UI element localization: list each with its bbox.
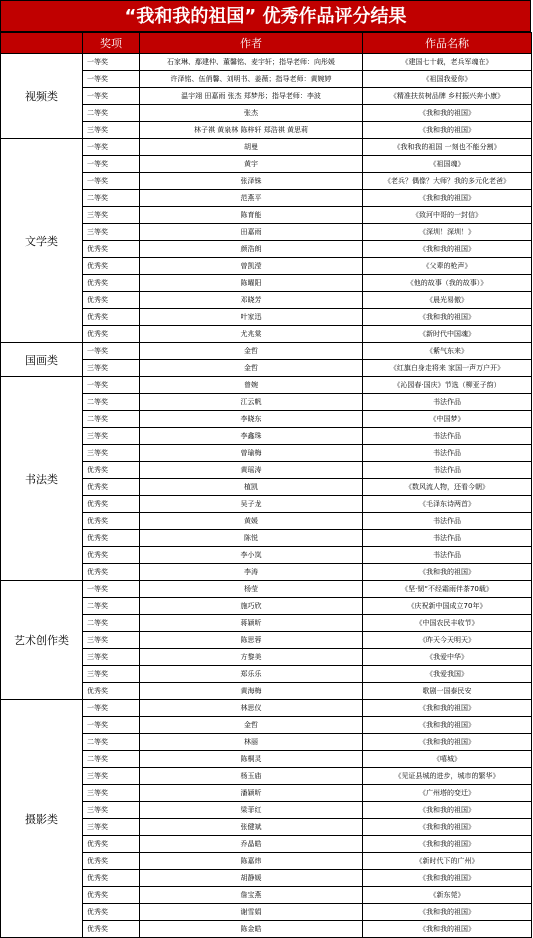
author-cell: 杨莹 [140, 581, 363, 598]
author-cell: 植凯 [140, 479, 363, 496]
work-cell: 《我和我的祖国》 [363, 836, 532, 853]
award-cell: 三等奖 [83, 224, 140, 241]
award-cell: 三等奖 [83, 785, 140, 802]
author-cell: 潘颖昕 [140, 785, 363, 802]
author-cell: 陈嘉炜 [140, 853, 363, 870]
work-cell: 《我和我的祖国》 [363, 700, 532, 717]
work-cell: 书法作品 [363, 394, 532, 411]
award-cell: 优秀奖 [83, 292, 140, 309]
award-cell: 优秀奖 [83, 496, 140, 513]
award-cell: 优秀奖 [83, 564, 140, 581]
work-cell: 《我和我的祖国》 [363, 309, 532, 326]
author-cell: 谢雪娟 [140, 904, 363, 921]
author-cell: 陈桐灵 [140, 751, 363, 768]
work-cell: 《老兵？偶像？大师？我的多元化老爸》 [363, 173, 532, 190]
award-cell: 二等奖 [83, 751, 140, 768]
award-cell: 二等奖 [83, 190, 140, 207]
work-cell: 《我和我的祖国》 [363, 904, 532, 921]
award-cell: 三等奖 [83, 632, 140, 649]
author-cell: 田嘉雨 [140, 224, 363, 241]
award-cell: 一等奖 [83, 343, 140, 360]
work-cell: 书法作品 [363, 530, 532, 547]
results-table [0, 32, 532, 938]
work-cell: 《新东莞》 [363, 887, 532, 904]
author-cell: 金哲 [140, 360, 363, 377]
author-cell: 陈悦 [140, 530, 363, 547]
award-cell: 二等奖 [83, 394, 140, 411]
award-cell: 三等奖 [83, 428, 140, 445]
award-cell: 优秀奖 [83, 258, 140, 275]
work-cell: 《新时代下的广州》 [363, 853, 532, 870]
author-cell: 张杰 [140, 105, 363, 122]
author-cell: 詹宝燕 [140, 887, 363, 904]
header-category [1, 33, 83, 54]
author-cell: 陈思蓉 [140, 632, 363, 649]
author-cell: 黄海梅 [140, 683, 363, 700]
author-cell: 温宇翊 田嘉雨 张杰 郑梦彤；指导老师：李波 [140, 88, 363, 105]
work-cell: 《沁园春·国庆》节选（柳亚子韵） [363, 377, 532, 394]
author-cell: 张健斌 [140, 819, 363, 836]
work-cell: 《致河中哥的一封信》 [363, 207, 532, 224]
award-cell: 二等奖 [83, 615, 140, 632]
work-cell: 《新时代中国魂》 [363, 326, 532, 343]
award-cell: 三等奖 [83, 122, 140, 139]
work-cell: 书法作品 [363, 547, 532, 564]
author-cell: 林丽 [140, 734, 363, 751]
author-cell: 蒋颖昕 [140, 615, 363, 632]
award-cell: 一等奖 [83, 71, 140, 88]
work-cell: 书法作品 [363, 462, 532, 479]
author-cell: 叶家迅 [140, 309, 363, 326]
author-cell: 胡静媛 [140, 870, 363, 887]
award-cell: 一等奖 [83, 377, 140, 394]
author-cell: 郑乐乐 [140, 666, 363, 683]
author-cell: 陈曜阳 [140, 275, 363, 292]
author-cell: 梁菲红 [140, 802, 363, 819]
author-cell: 李鑫珠 [140, 428, 363, 445]
author-cell: 林子祺 黄泉林 陈梓轩 郑浩祺 黄思莉 [140, 122, 363, 139]
award-cell: 二等奖 [83, 598, 140, 615]
work-cell: 《我和我的祖国》 [363, 734, 532, 751]
category-cell: 艺术创作类 [1, 581, 83, 700]
work-cell: 《坚·韧“不经霜雨伴茶70载》 [363, 581, 532, 598]
award-cell: 优秀奖 [83, 513, 140, 530]
work-cell: 《紫气东来》 [363, 343, 532, 360]
work-cell: 书法作品 [363, 428, 532, 445]
work-cell: 《我和我的祖国》 [363, 564, 532, 581]
table-row [1, 343, 532, 360]
award-cell: 优秀奖 [83, 836, 140, 853]
work-cell: 《我和我的祖国》 [363, 122, 532, 139]
author-cell: 尤兆棠 [140, 326, 363, 343]
author-cell: 杨玉庙 [140, 768, 363, 785]
work-cell: 《庆祝新中国成立70年》 [363, 598, 532, 615]
work-cell: 《晨光易傲》 [363, 292, 532, 309]
work-cell: 《祖国我爱你》 [363, 71, 532, 88]
award-cell: 优秀奖 [83, 326, 140, 343]
award-cell: 优秀奖 [83, 853, 140, 870]
award-cell: 优秀奖 [83, 530, 140, 547]
author-cell: 张泽铢 [140, 173, 363, 190]
work-cell: 《我和我的祖国》 [363, 105, 532, 122]
category-cell: 摄影类 [1, 700, 83, 938]
award-cell: 优秀奖 [83, 904, 140, 921]
work-cell: 《昨天今天明天》 [363, 632, 532, 649]
award-cell: 一等奖 [83, 88, 140, 105]
work-cell: 《我和我的祖国 一刻也不能分割》 [363, 139, 532, 156]
award-cell: 三等奖 [83, 649, 140, 666]
work-cell: 歌剧一国泰民安 [363, 683, 532, 700]
author-cell: 颜浩朗 [140, 241, 363, 258]
author-cell: 胡曼 [140, 139, 363, 156]
table-row [1, 54, 532, 71]
award-cell: 二等奖 [83, 105, 140, 122]
award-cell: 一等奖 [83, 581, 140, 598]
work-cell: 《数风流人物，还看今朝》 [363, 479, 532, 496]
award-cell: 一等奖 [83, 700, 140, 717]
work-cell: 《父辈的枪声》 [363, 258, 532, 275]
work-cell: 《我和我的祖国》 [363, 870, 532, 887]
page-title: “我和我的祖国” 优秀作品评分结果 [0, 0, 531, 32]
work-cell: 《我和我的祖国》 [363, 717, 532, 734]
work-cell: 《见证县城的进步，城市的繁华》 [363, 768, 532, 785]
table-row [1, 581, 532, 598]
author-cell: 李小岚 [140, 547, 363, 564]
table-row [1, 139, 532, 156]
award-cell: 优秀奖 [83, 309, 140, 326]
work-cell: 《中国农民丰收节》 [363, 615, 532, 632]
work-cell: 《祖国魂》 [363, 156, 532, 173]
work-cell: 《我和我的祖国》 [363, 921, 532, 938]
award-cell: 优秀奖 [83, 870, 140, 887]
author-cell: 林思仪 [140, 700, 363, 717]
work-cell: 书法作品 [363, 445, 532, 462]
author-cell: 黄宇 [140, 156, 363, 173]
work-cell: 《我爱中华》 [363, 649, 532, 666]
award-cell: 三等奖 [83, 445, 140, 462]
author-cell: 陈金皓 [140, 921, 363, 938]
author-cell: 黄瑶涛 [140, 462, 363, 479]
work-cell: 《我和我的祖国》 [363, 241, 532, 258]
work-cell: 《广州塔的变迁》 [363, 785, 532, 802]
work-cell: 《建国七十载，老兵军魂在》 [363, 54, 532, 71]
award-cell: 二等奖 [83, 411, 140, 428]
author-cell: 范燕平 [140, 190, 363, 207]
award-cell: 三等奖 [83, 802, 140, 819]
author-cell: 陈育能 [140, 207, 363, 224]
author-cell: 曾凯滢 [140, 258, 363, 275]
work-cell: 《嘻城》 [363, 751, 532, 768]
author-cell: 石家琳、鄢建仲、董馨铭、麦宇轩；指导老师：向彤媛 [140, 54, 363, 71]
author-cell: 施巧欣 [140, 598, 363, 615]
work-cell: 《中国梦》 [363, 411, 532, 428]
work-cell: 书法作品 [363, 513, 532, 530]
category-cell: 书法类 [1, 377, 83, 581]
header-award: 奖项 [83, 33, 140, 54]
category-cell: 视频类 [1, 54, 83, 139]
author-cell: 李晓东 [140, 411, 363, 428]
table-row [1, 377, 532, 394]
category-cell: 文学类 [1, 139, 83, 343]
work-cell: 《我和我的祖国》 [363, 819, 532, 836]
work-cell: 《深圳！深圳！》 [363, 224, 532, 241]
award-cell: 优秀奖 [83, 547, 140, 564]
author-cell: 方黎美 [140, 649, 363, 666]
work-cell: 《我和我的祖国》 [363, 802, 532, 819]
award-cell: 一等奖 [83, 139, 140, 156]
award-cell: 优秀奖 [83, 462, 140, 479]
award-cell: 三等奖 [83, 207, 140, 224]
work-cell: 《我爱我国》 [363, 666, 532, 683]
header-work: 作品名称 [363, 33, 532, 54]
author-cell: 李涛 [140, 564, 363, 581]
author-cell: 曾瑜梅 [140, 445, 363, 462]
category-cell: 国画类 [1, 343, 83, 377]
award-cell: 三等奖 [83, 360, 140, 377]
work-cell: 《我和我的祖国》 [363, 190, 532, 207]
award-cell: 优秀奖 [83, 683, 140, 700]
author-cell: 邓晓芳 [140, 292, 363, 309]
award-cell: 二等奖 [83, 734, 140, 751]
work-cell: 《红旗白身走将来 家国一声万户开》 [363, 360, 532, 377]
results-body [1, 54, 532, 938]
award-cell: 优秀奖 [83, 887, 140, 904]
award-cell: 优秀奖 [83, 921, 140, 938]
award-cell: 三等奖 [83, 666, 140, 683]
author-cell: 金哲 [140, 717, 363, 734]
work-cell: 《精准扶贫树品牌 乡村振兴奔小康》 [363, 88, 532, 105]
award-cell: 优秀奖 [83, 479, 140, 496]
author-cell: 吴子龙 [140, 496, 363, 513]
award-cell: 三等奖 [83, 819, 140, 836]
table-row [1, 700, 532, 717]
author-cell: 乔晶皓 [140, 836, 363, 853]
award-cell: 一等奖 [83, 717, 140, 734]
author-cell: 金哲 [140, 343, 363, 360]
header-author: 作者 [140, 33, 363, 54]
award-cell: 优秀奖 [83, 275, 140, 292]
author-cell: 江云帆 [140, 394, 363, 411]
author-cell: 曾婉 [140, 377, 363, 394]
award-cell: 一等奖 [83, 173, 140, 190]
author-cell: 许泽铭、伍俏馨、刘明书、姜薇；指导老师：黄婉婷 [140, 71, 363, 88]
award-cell: 一等奖 [83, 54, 140, 71]
header-row [1, 33, 532, 54]
work-cell: 《他的故事（我的故事）》 [363, 275, 532, 292]
award-cell: 三等奖 [83, 768, 140, 785]
award-cell: 优秀奖 [83, 241, 140, 258]
award-cell: 一等奖 [83, 156, 140, 173]
work-cell: 《毛泽东诗两首》 [363, 496, 532, 513]
author-cell: 黄媛 [140, 513, 363, 530]
